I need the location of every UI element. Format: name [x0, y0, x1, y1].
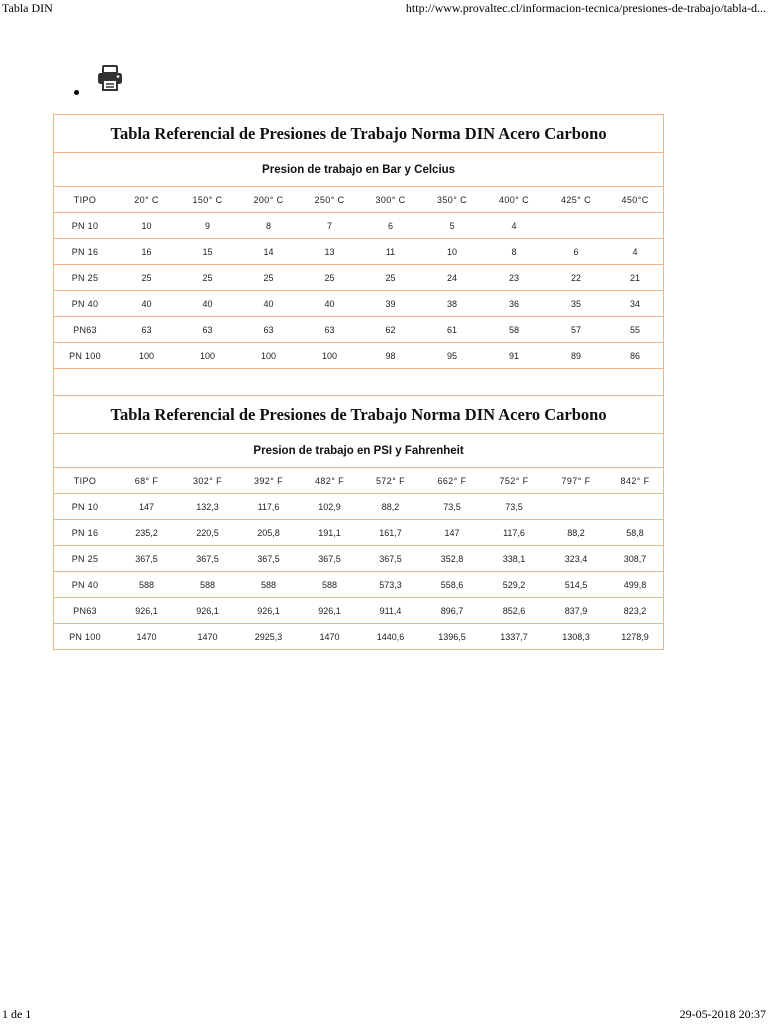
table-cell: 573,3 [360, 572, 421, 598]
table-cell: 100 [299, 343, 360, 369]
table-cell: 235,2 [116, 520, 177, 546]
column-header: 350° C [421, 187, 483, 213]
row-type-cell: PN 100 [54, 343, 116, 369]
table-cell: 529,2 [483, 572, 545, 598]
table-cell: 100 [177, 343, 238, 369]
table-cell: 58,8 [607, 520, 663, 546]
footer-timestamp: 29-05-2018 20:37 [679, 1007, 766, 1021]
table-cell: 91 [483, 343, 545, 369]
footer-page-count: 1 de 1 [2, 1007, 32, 1021]
table-cell: 205,8 [238, 520, 299, 546]
table-cell: 39 [360, 291, 421, 317]
table-cell: 61 [421, 317, 483, 343]
table-cell: 57 [545, 317, 607, 343]
table-header-row [54, 187, 663, 213]
table-subtitle-row [54, 153, 663, 187]
table-cell: 40 [299, 291, 360, 317]
table-title: Tabla Referencial de Presiones de Trabajo Norma DIN Acero Carbono [54, 115, 663, 153]
column-header: 68° F [116, 468, 177, 494]
column-header: 150° C [177, 187, 238, 213]
table-cell: 588 [116, 572, 177, 598]
table-cell: 2925,3 [238, 624, 299, 650]
column-header: 662° F [421, 468, 483, 494]
table-cell: 852,6 [483, 598, 545, 624]
table-cell: 55 [607, 317, 663, 343]
table-cell: 40 [238, 291, 299, 317]
column-header: 400° C [483, 187, 545, 213]
table-cell: 5 [421, 213, 483, 239]
row-type-cell: PN 40 [54, 572, 116, 598]
table-cell: 25 [238, 265, 299, 291]
table-cell: 36 [483, 291, 545, 317]
table-cell: 588 [238, 572, 299, 598]
table-cell: 191,1 [299, 520, 360, 546]
print-header [0, 0, 768, 18]
table-cell: 926,1 [238, 598, 299, 624]
table-header-row [54, 468, 663, 494]
table-subtitle: Presion de trabajo en PSI y Fahrenheit [253, 444, 464, 457]
table-cell: 1470 [299, 624, 360, 650]
table-cell: 35 [545, 291, 607, 317]
table-cell: 25 [177, 265, 238, 291]
table-cell: 514,5 [545, 572, 607, 598]
table-cell: 367,5 [177, 546, 238, 572]
table-cell: 25 [116, 265, 177, 291]
table-cell: 338,1 [483, 546, 545, 572]
table-cell: 100 [238, 343, 299, 369]
table-cell: 588 [177, 572, 238, 598]
table-cell: 147 [116, 494, 177, 520]
table-cell: 1440,6 [360, 624, 421, 650]
table-cell: 308,7 [607, 546, 663, 572]
table-cell: 837,9 [545, 598, 607, 624]
table-cell: 1278,9 [607, 624, 663, 650]
table-cell: 10 [116, 213, 177, 239]
row-type-cell: PN 25 [54, 546, 116, 572]
table-cell [545, 213, 607, 239]
table-cell: 25 [360, 265, 421, 291]
row-type-cell: PN 10 [54, 494, 116, 520]
column-header: 450°C [607, 187, 663, 213]
table-cell: 1470 [177, 624, 238, 650]
table-cell: 16 [116, 239, 177, 265]
table-row [54, 291, 663, 317]
table-cell: 926,1 [177, 598, 238, 624]
table-cell: 1337,7 [483, 624, 545, 650]
table-cell: 588 [299, 572, 360, 598]
table-row [54, 520, 663, 546]
table-cell: 1396,5 [421, 624, 483, 650]
table-cell: 1470 [116, 624, 177, 650]
table-cell: 117,6 [238, 494, 299, 520]
table-cell: 4 [607, 239, 663, 265]
table-cell: 9 [177, 213, 238, 239]
table-cell: 926,1 [116, 598, 177, 624]
table-cell: 88,2 [545, 520, 607, 546]
column-header: TIPO [54, 187, 116, 213]
table-cell: 58 [483, 317, 545, 343]
column-header: 200° C [238, 187, 299, 213]
spacer-cell [54, 369, 663, 396]
column-header: 572° F [360, 468, 421, 494]
row-type-cell: PN 40 [54, 291, 116, 317]
table-cell: 63 [116, 317, 177, 343]
pressure-table [54, 115, 663, 649]
table-title: Tabla Referencial de Presiones de Trabajo Norma DIN Acero Carbono [54, 396, 663, 434]
table-cell: 499,8 [607, 572, 663, 598]
table-cell [607, 494, 663, 520]
table-cell: 367,5 [116, 546, 177, 572]
row-type-cell: PN 25 [54, 265, 116, 291]
table-cell: 15 [177, 239, 238, 265]
table-cell: 73,5 [483, 494, 545, 520]
table-title-row [54, 396, 663, 434]
table-subtitle: Presion de trabajo en Bar y Celcius [262, 163, 456, 176]
table-cell: 25 [299, 265, 360, 291]
table-cell: 21 [607, 265, 663, 291]
column-header: 392° F [238, 468, 299, 494]
table-cell: 161,7 [360, 520, 421, 546]
column-header: 20° C [116, 187, 177, 213]
row-type-cell: PN 100 [54, 624, 116, 650]
column-header: 302° F [177, 468, 238, 494]
column-header: 482° F [299, 468, 360, 494]
table-cell: 352,8 [421, 546, 483, 572]
list-bullet [74, 90, 79, 95]
table-cell: 6 [360, 213, 421, 239]
table-row [54, 572, 663, 598]
table-cell: 11 [360, 239, 421, 265]
table-body [54, 115, 663, 649]
table-cell: 117,6 [483, 520, 545, 546]
table-cell: 911,4 [360, 598, 421, 624]
table-cell: 40 [116, 291, 177, 317]
table-row [54, 546, 663, 572]
row-type-cell: PN 16 [54, 520, 116, 546]
table-cell: 14 [238, 239, 299, 265]
table-spacer-row [54, 369, 663, 396]
table-cell: 100 [116, 343, 177, 369]
header-page-title: Tabla DIN [2, 1, 53, 15]
table-cell: 367,5 [299, 546, 360, 572]
table-row [54, 494, 663, 520]
table-cell: 926,1 [299, 598, 360, 624]
column-header: 425° C [545, 187, 607, 213]
column-header: TIPO [54, 468, 116, 494]
table-cell: 23 [483, 265, 545, 291]
table-cell: 98 [360, 343, 421, 369]
table-cell: 367,5 [238, 546, 299, 572]
row-type-cell: PN 10 [54, 213, 116, 239]
table-cell: 13 [299, 239, 360, 265]
table-cell: 10 [421, 239, 483, 265]
table-cell: 220,5 [177, 520, 238, 546]
table-row [54, 239, 663, 265]
table-title-row [54, 115, 663, 153]
column-header: 752° F [483, 468, 545, 494]
pressure-tables [53, 114, 664, 650]
row-type-cell: PN63 [54, 317, 116, 343]
table-cell: 147 [421, 520, 483, 546]
table-cell: 38 [421, 291, 483, 317]
table-row [54, 624, 663, 650]
table-cell: 34 [607, 291, 663, 317]
table-cell: 823,2 [607, 598, 663, 624]
table-cell: 24 [421, 265, 483, 291]
table-cell: 367,5 [360, 546, 421, 572]
header-url: http://www.provaltec.cl/informacion-tecnica/presiones-de-trabajo/tabla-d... [405, 1, 766, 15]
table-cell [607, 213, 663, 239]
table-cell: 8 [238, 213, 299, 239]
table-cell: 896,7 [421, 598, 483, 624]
table-cell: 102,9 [299, 494, 360, 520]
table-cell [545, 494, 607, 520]
table-cell: 73,5 [421, 494, 483, 520]
table-cell: 62 [360, 317, 421, 343]
table-cell: 1308,3 [545, 624, 607, 650]
table-cell: 89 [545, 343, 607, 369]
table-row [54, 265, 663, 291]
table-cell: 63 [299, 317, 360, 343]
table-cell: 63 [177, 317, 238, 343]
table-cell: 95 [421, 343, 483, 369]
row-type-cell: PN 16 [54, 239, 116, 265]
print-footer [0, 1004, 768, 1024]
table-row [54, 213, 663, 239]
table-cell: 7 [299, 213, 360, 239]
table-cell: 4 [483, 213, 545, 239]
column-header: 250° C [299, 187, 360, 213]
row-type-cell: PN63 [54, 598, 116, 624]
table-cell: 40 [177, 291, 238, 317]
table-cell: 22 [545, 265, 607, 291]
table-cell: 132,3 [177, 494, 238, 520]
table-row [54, 598, 663, 624]
table-cell: 88,2 [360, 494, 421, 520]
table-cell: 63 [238, 317, 299, 343]
table-cell: 6 [545, 239, 607, 265]
table-cell: 558,6 [421, 572, 483, 598]
column-header: 797° F [545, 468, 607, 494]
column-header: 300° C [360, 187, 421, 213]
table-cell: 323,4 [545, 546, 607, 572]
table-row [54, 343, 663, 369]
printer-icon[interactable] [96, 64, 124, 92]
column-header: 842° F [607, 468, 663, 494]
table-subtitle-row [54, 434, 663, 468]
table-cell: 8 [483, 239, 545, 265]
table-row [54, 317, 663, 343]
table-cell: 86 [607, 343, 663, 369]
